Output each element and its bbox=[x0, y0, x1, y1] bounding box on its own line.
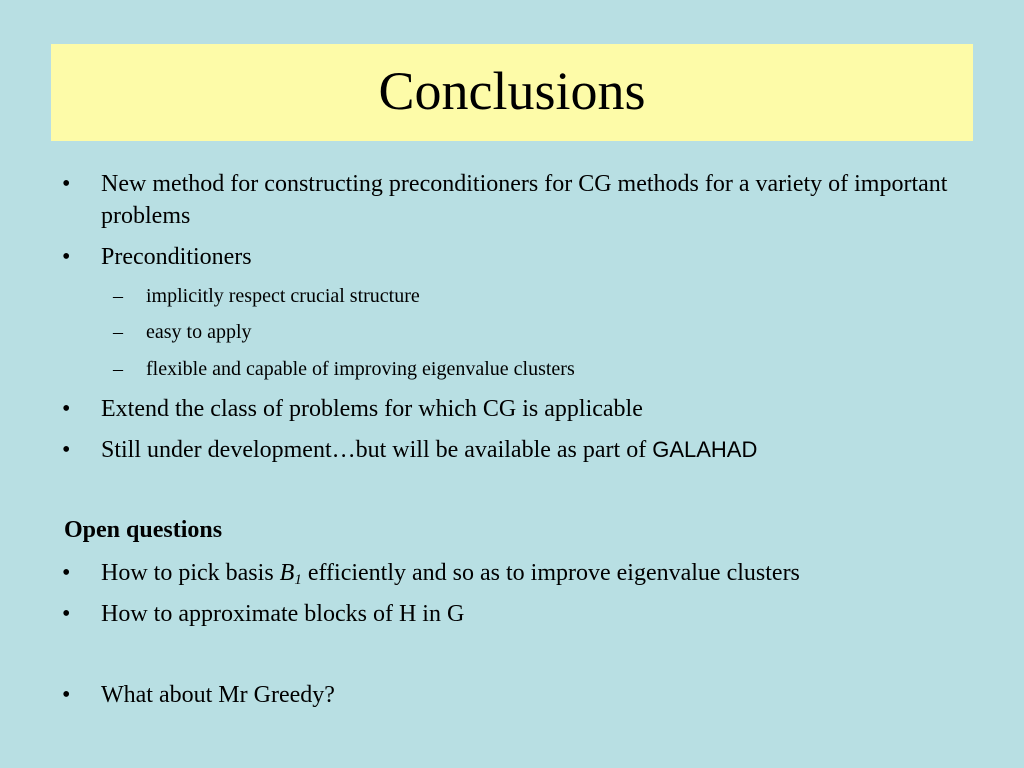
bullet-marker: • bbox=[62, 560, 71, 586]
bullet-text: Still under development…but will be available as part of bbox=[101, 437, 653, 463]
sub-bullet-text: implicitly respect crucial structure bbox=[146, 285, 420, 307]
math-subscript: 1 bbox=[294, 572, 302, 588]
sub-bullet-text: easy to apply bbox=[146, 321, 252, 343]
dash-marker: – bbox=[113, 321, 123, 343]
bullet-text: How to approximate blocks of H in G bbox=[101, 601, 465, 627]
slide-title: Conclusions bbox=[378, 60, 646, 121]
bullet-text: efficiently and so as to improve eigenvalue clusters bbox=[301, 560, 800, 586]
bullet-marker: • bbox=[62, 171, 71, 197]
bullet-marker: • bbox=[62, 244, 71, 270]
bullet-text-rich bbox=[101, 557, 800, 596]
product-name: GALAHAD bbox=[652, 437, 758, 462]
bullet-text: What about Mr Greedy? bbox=[101, 682, 335, 708]
bullet-text: New method for constructing preconditioners for CG methods for a variety of important problems bbox=[101, 171, 948, 229]
bullet-marker: • bbox=[62, 396, 71, 422]
bullet-marker: • bbox=[62, 682, 71, 708]
math-variable: B bbox=[279, 560, 295, 586]
bullet-text-rich bbox=[101, 434, 757, 466]
sub-bullet-text: flexible and capable of improving eigenvalue clusters bbox=[146, 358, 575, 380]
dash-marker: – bbox=[113, 358, 123, 380]
open-questions-heading: Open questions bbox=[64, 517, 223, 543]
bullet-marker: • bbox=[62, 601, 71, 627]
bullet-text: Preconditioners bbox=[101, 244, 252, 270]
dash-marker: – bbox=[113, 285, 123, 307]
bullet-text: Extend the class of problems for which CG is applicable bbox=[101, 396, 643, 422]
bullet-marker: • bbox=[62, 437, 71, 463]
title-banner bbox=[51, 44, 973, 141]
bullet-text: How to pick basis bbox=[101, 560, 280, 586]
